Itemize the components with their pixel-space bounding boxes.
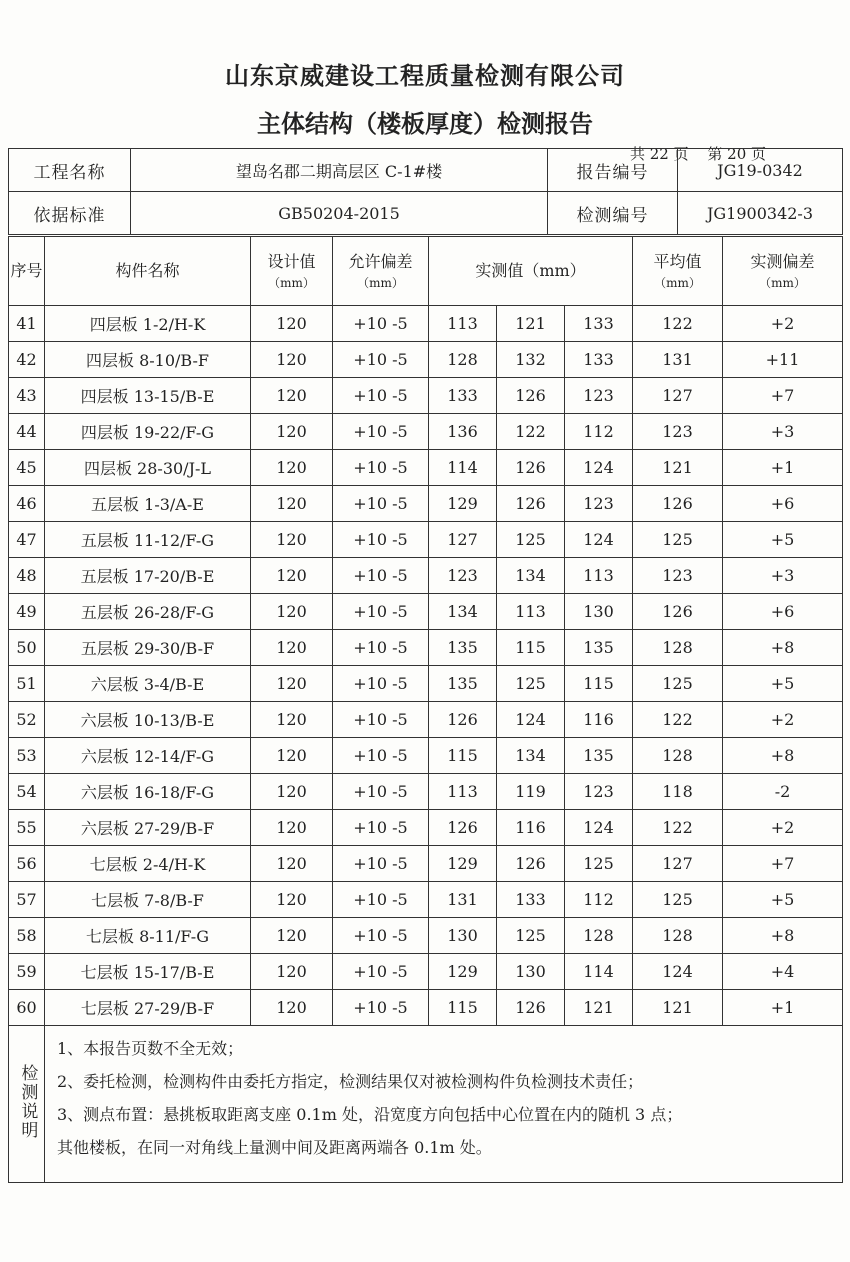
row-measure-1: 134	[429, 594, 497, 630]
row-average: 124	[633, 954, 723, 990]
row-average: 125	[633, 882, 723, 918]
row-tolerance: +10 -5	[333, 522, 429, 558]
notes-label: 检测说明	[17, 1064, 38, 1140]
report-title: 主体结构（楼板厚度）检测报告	[257, 110, 593, 138]
row-measure-1: 126	[429, 810, 497, 846]
row-design: 120	[251, 630, 333, 666]
row-component: 五层板 26-28/F-G	[45, 594, 251, 630]
row-deviation: +8	[723, 738, 843, 774]
col-measured: 实测值（mm）	[429, 237, 633, 306]
row-measure-1: 130	[429, 918, 497, 954]
report-no-value: JG19-0342	[678, 149, 843, 192]
row-average: 125	[633, 666, 723, 702]
col-deviation-label: 实测偏差	[750, 252, 815, 271]
row-component: 五层板 17-20/B-E	[45, 558, 251, 594]
row-measure-3: 115	[565, 666, 633, 702]
row-measure-2: 121	[497, 306, 565, 342]
row-measure-3: 124	[565, 450, 633, 486]
row-design: 120	[251, 990, 333, 1026]
row-average: 126	[633, 486, 723, 522]
row-measure-3: 125	[565, 846, 633, 882]
row-design: 120	[251, 918, 333, 954]
row-measure-3: 112	[565, 414, 633, 450]
row-seq: 58	[9, 918, 45, 954]
row-deviation: +3	[723, 414, 843, 450]
col-average-label: 平均值	[653, 252, 702, 271]
row-deviation: +2	[723, 702, 843, 738]
row-seq: 52	[9, 702, 45, 738]
row-design: 120	[251, 702, 333, 738]
row-measure-1: 135	[429, 630, 497, 666]
row-seq: 48	[9, 558, 45, 594]
row-deviation: +8	[723, 630, 843, 666]
row-deviation: +6	[723, 594, 843, 630]
row-measure-3: 135	[565, 738, 633, 774]
row-deviation: +5	[723, 522, 843, 558]
row-component: 六层板 27-29/B-F	[45, 810, 251, 846]
row-measure-2: 133	[497, 882, 565, 918]
row-measure-3: 130	[565, 594, 633, 630]
row-deviation: +1	[723, 990, 843, 1026]
measurement-table	[8, 236, 843, 1183]
row-measure-2: 134	[497, 738, 565, 774]
row-measure-1: 115	[429, 990, 497, 1026]
row-average: 123	[633, 414, 723, 450]
row-measure-2: 126	[497, 486, 565, 522]
row-seq: 47	[9, 522, 45, 558]
row-tolerance: +10 -5	[333, 810, 429, 846]
row-tolerance: +10 -5	[333, 450, 429, 486]
col-deviation-unit: （mm）	[759, 276, 806, 290]
row-design: 120	[251, 486, 333, 522]
table-row	[9, 342, 843, 378]
row-average: 125	[633, 522, 723, 558]
col-average-unit: （mm）	[654, 276, 701, 290]
header-table	[8, 148, 843, 235]
col-tolerance-unit: （mm）	[357, 276, 404, 290]
row-measure-3: 124	[565, 810, 633, 846]
table-row	[9, 810, 843, 846]
row-seq: 55	[9, 810, 45, 846]
table-row	[9, 990, 843, 1026]
project-value: 望岛名郡二期高层区 C-1#楼	[131, 149, 548, 192]
row-seq: 45	[9, 450, 45, 486]
row-measure-1: 126	[429, 702, 497, 738]
row-measure-3: 133	[565, 342, 633, 378]
row-deviation: +6	[723, 486, 843, 522]
row-design: 120	[251, 306, 333, 342]
row-component: 七层板 2-4/H-K	[45, 846, 251, 882]
table-row	[9, 378, 843, 414]
row-seq: 50	[9, 630, 45, 666]
row-measure-2: 126	[497, 846, 565, 882]
row-measure-2: 113	[497, 594, 565, 630]
row-design: 120	[251, 594, 333, 630]
row-tolerance: +10 -5	[333, 846, 429, 882]
row-measure-2: 124	[497, 702, 565, 738]
row-deviation: +5	[723, 882, 843, 918]
table-row	[9, 486, 843, 522]
row-seq: 42	[9, 342, 45, 378]
row-measure-2: 125	[497, 918, 565, 954]
row-seq: 49	[9, 594, 45, 630]
row-measure-1: 114	[429, 450, 497, 486]
row-design: 120	[251, 954, 333, 990]
row-component: 五层板 1-3/A-E	[45, 486, 251, 522]
row-measure-2: 122	[497, 414, 565, 450]
row-deviation: +7	[723, 846, 843, 882]
row-component: 六层板 3-4/B-E	[45, 666, 251, 702]
table-row	[9, 594, 843, 630]
row-component: 四层板 28-30/J-L	[45, 450, 251, 486]
row-measure-1: 123	[429, 558, 497, 594]
row-measure-1: 128	[429, 342, 497, 378]
row-measure-2: 126	[497, 990, 565, 1026]
row-tolerance: +10 -5	[333, 630, 429, 666]
row-component: 六层板 10-13/B-E	[45, 702, 251, 738]
row-seq: 54	[9, 774, 45, 810]
row-average: 121	[633, 450, 723, 486]
row-design: 120	[251, 882, 333, 918]
row-seq: 44	[9, 414, 45, 450]
row-measure-3: 135	[565, 630, 633, 666]
table-row	[9, 666, 843, 702]
table-row	[9, 558, 843, 594]
row-tolerance: +10 -5	[333, 378, 429, 414]
row-tolerance: +10 -5	[333, 342, 429, 378]
row-component: 七层板 8-11/F-G	[45, 918, 251, 954]
row-measure-3: 116	[565, 702, 633, 738]
row-tolerance: +10 -5	[333, 702, 429, 738]
row-measure-2: 119	[497, 774, 565, 810]
table-row	[9, 846, 843, 882]
test-no-label: 检测编号	[548, 192, 678, 235]
row-seq: 51	[9, 666, 45, 702]
page-current: 第 20 页	[707, 145, 767, 163]
row-average: 118	[633, 774, 723, 810]
row-measure-2: 134	[497, 558, 565, 594]
row-measure-3: 113	[565, 558, 633, 594]
row-seq: 56	[9, 846, 45, 882]
row-measure-2: 125	[497, 522, 565, 558]
table-row	[9, 954, 843, 990]
row-tolerance: +10 -5	[333, 414, 429, 450]
row-seq: 59	[9, 954, 45, 990]
row-deviation: -2	[723, 774, 843, 810]
standard-label: 依据标准	[9, 192, 131, 235]
row-measure-1: 113	[429, 774, 497, 810]
row-tolerance: +10 -5	[333, 918, 429, 954]
row-seq: 53	[9, 738, 45, 774]
row-measure-3: 124	[565, 522, 633, 558]
row-measure-3: 133	[565, 306, 633, 342]
row-design: 120	[251, 738, 333, 774]
row-tolerance: +10 -5	[333, 990, 429, 1026]
project-label: 工程名称	[9, 149, 131, 192]
row-component: 六层板 16-18/F-G	[45, 774, 251, 810]
row-measure-2: 132	[497, 342, 565, 378]
col-average	[633, 237, 723, 306]
col-tolerance	[333, 237, 429, 306]
row-measure-3: 112	[565, 882, 633, 918]
row-deviation: +4	[723, 954, 843, 990]
row-measure-2: 126	[497, 450, 565, 486]
row-component: 四层板 13-15/B-E	[45, 378, 251, 414]
row-average: 128	[633, 630, 723, 666]
table-row	[9, 522, 843, 558]
table-row	[9, 738, 843, 774]
row-design: 120	[251, 774, 333, 810]
row-tolerance: +10 -5	[333, 738, 429, 774]
note-3: 3、测点布置：悬挑板取距离支座 0.1m 处，沿宽度方向包括中心位置在内的随机 3 点；	[57, 1105, 683, 1124]
col-design-label: 设计值	[267, 252, 316, 271]
col-component: 构件名称	[45, 237, 251, 306]
row-tolerance: +10 -5	[333, 666, 429, 702]
company-name: 山东京威建设工程质量检测有限公司	[225, 62, 625, 90]
row-measure-2: 115	[497, 630, 565, 666]
row-seq: 41	[9, 306, 45, 342]
table-row	[9, 882, 843, 918]
row-tolerance: +10 -5	[333, 594, 429, 630]
row-deviation: +5	[723, 666, 843, 702]
row-measure-1: 131	[429, 882, 497, 918]
row-average: 121	[633, 990, 723, 1026]
row-average: 131	[633, 342, 723, 378]
row-component: 七层板 27-29/B-F	[45, 990, 251, 1026]
row-tolerance: +10 -5	[333, 954, 429, 990]
row-deviation: +8	[723, 918, 843, 954]
row-design: 120	[251, 558, 333, 594]
row-component: 五层板 29-30/B-F	[45, 630, 251, 666]
row-design: 120	[251, 522, 333, 558]
row-deviation: +2	[723, 810, 843, 846]
row-deviation: +7	[723, 378, 843, 414]
row-measure-1: 136	[429, 414, 497, 450]
row-measure-1: 133	[429, 378, 497, 414]
table-row	[9, 450, 843, 486]
row-average: 122	[633, 702, 723, 738]
row-measure-3: 128	[565, 918, 633, 954]
row-measure-3: 121	[565, 990, 633, 1026]
row-seq: 57	[9, 882, 45, 918]
row-average: 127	[633, 846, 723, 882]
row-measure-1: 115	[429, 738, 497, 774]
row-average: 126	[633, 594, 723, 630]
row-measure-1: 135	[429, 666, 497, 702]
table-row	[9, 630, 843, 666]
note-2: 2、委托检测，检测构件由委托方指定，检测结果仅对被检测构件负检测技术责任；	[57, 1072, 644, 1091]
row-measure-1: 129	[429, 846, 497, 882]
row-design: 120	[251, 846, 333, 882]
row-measure-1: 129	[429, 954, 497, 990]
row-seq: 46	[9, 486, 45, 522]
row-tolerance: +10 -5	[333, 558, 429, 594]
row-average: 128	[633, 918, 723, 954]
row-design: 120	[251, 666, 333, 702]
row-measure-2: 130	[497, 954, 565, 990]
notes-label-cell	[9, 1026, 45, 1183]
col-deviation	[723, 237, 843, 306]
row-deviation: +3	[723, 558, 843, 594]
row-deviation: +1	[723, 450, 843, 486]
row-design: 120	[251, 414, 333, 450]
row-tolerance: +10 -5	[333, 306, 429, 342]
row-measure-3: 123	[565, 378, 633, 414]
row-measure-1: 129	[429, 486, 497, 522]
test-no-value: JG1900342-3	[678, 192, 843, 235]
row-measure-3: 123	[565, 774, 633, 810]
row-component: 四层板 19-22/F-G	[45, 414, 251, 450]
row-tolerance: +10 -5	[333, 774, 429, 810]
row-average: 128	[633, 738, 723, 774]
row-deviation: +11	[723, 342, 843, 378]
row-measure-2: 126	[497, 378, 565, 414]
table-row	[9, 306, 843, 342]
row-design: 120	[251, 378, 333, 414]
row-deviation: +2	[723, 306, 843, 342]
table-row	[9, 918, 843, 954]
row-measure-3: 123	[565, 486, 633, 522]
row-design: 120	[251, 342, 333, 378]
row-average: 123	[633, 558, 723, 594]
row-average: 127	[633, 378, 723, 414]
row-component: 六层板 12-14/F-G	[45, 738, 251, 774]
note-4: 其他楼板，在同一对角线上量测中间及距离两端各 0.1m 处。	[57, 1138, 492, 1157]
row-component: 五层板 11-12/F-G	[45, 522, 251, 558]
col-tolerance-label: 允许偏差	[348, 252, 413, 271]
row-average: 122	[633, 810, 723, 846]
row-measure-3: 114	[565, 954, 633, 990]
table-row	[9, 774, 843, 810]
row-tolerance: +10 -5	[333, 882, 429, 918]
row-seq: 43	[9, 378, 45, 414]
row-measure-2: 125	[497, 666, 565, 702]
row-measure-2: 116	[497, 810, 565, 846]
page-total: 共 22 页	[630, 145, 689, 163]
row-measure-1: 127	[429, 522, 497, 558]
report-no-label: 报告编号	[548, 149, 678, 192]
row-component: 四层板 8-10/B-F	[45, 342, 251, 378]
row-component: 七层板 15-17/B-E	[45, 954, 251, 990]
row-measure-1: 113	[429, 306, 497, 342]
row-design: 120	[251, 810, 333, 846]
table-row	[9, 702, 843, 738]
row-tolerance: +10 -5	[333, 486, 429, 522]
col-design-unit: （mm）	[268, 276, 315, 290]
note-1: 1、本报告页数不全无效；	[57, 1039, 244, 1058]
row-seq: 60	[9, 990, 45, 1026]
col-seq: 序号	[9, 237, 45, 306]
col-design	[251, 237, 333, 306]
table-row	[9, 414, 843, 450]
row-component: 四层板 1-2/H-K	[45, 306, 251, 342]
row-average: 122	[633, 306, 723, 342]
row-component: 七层板 7-8/B-F	[45, 882, 251, 918]
row-design: 120	[251, 450, 333, 486]
notes-cell	[45, 1026, 843, 1183]
standard-value: GB50204-2015	[131, 192, 548, 235]
